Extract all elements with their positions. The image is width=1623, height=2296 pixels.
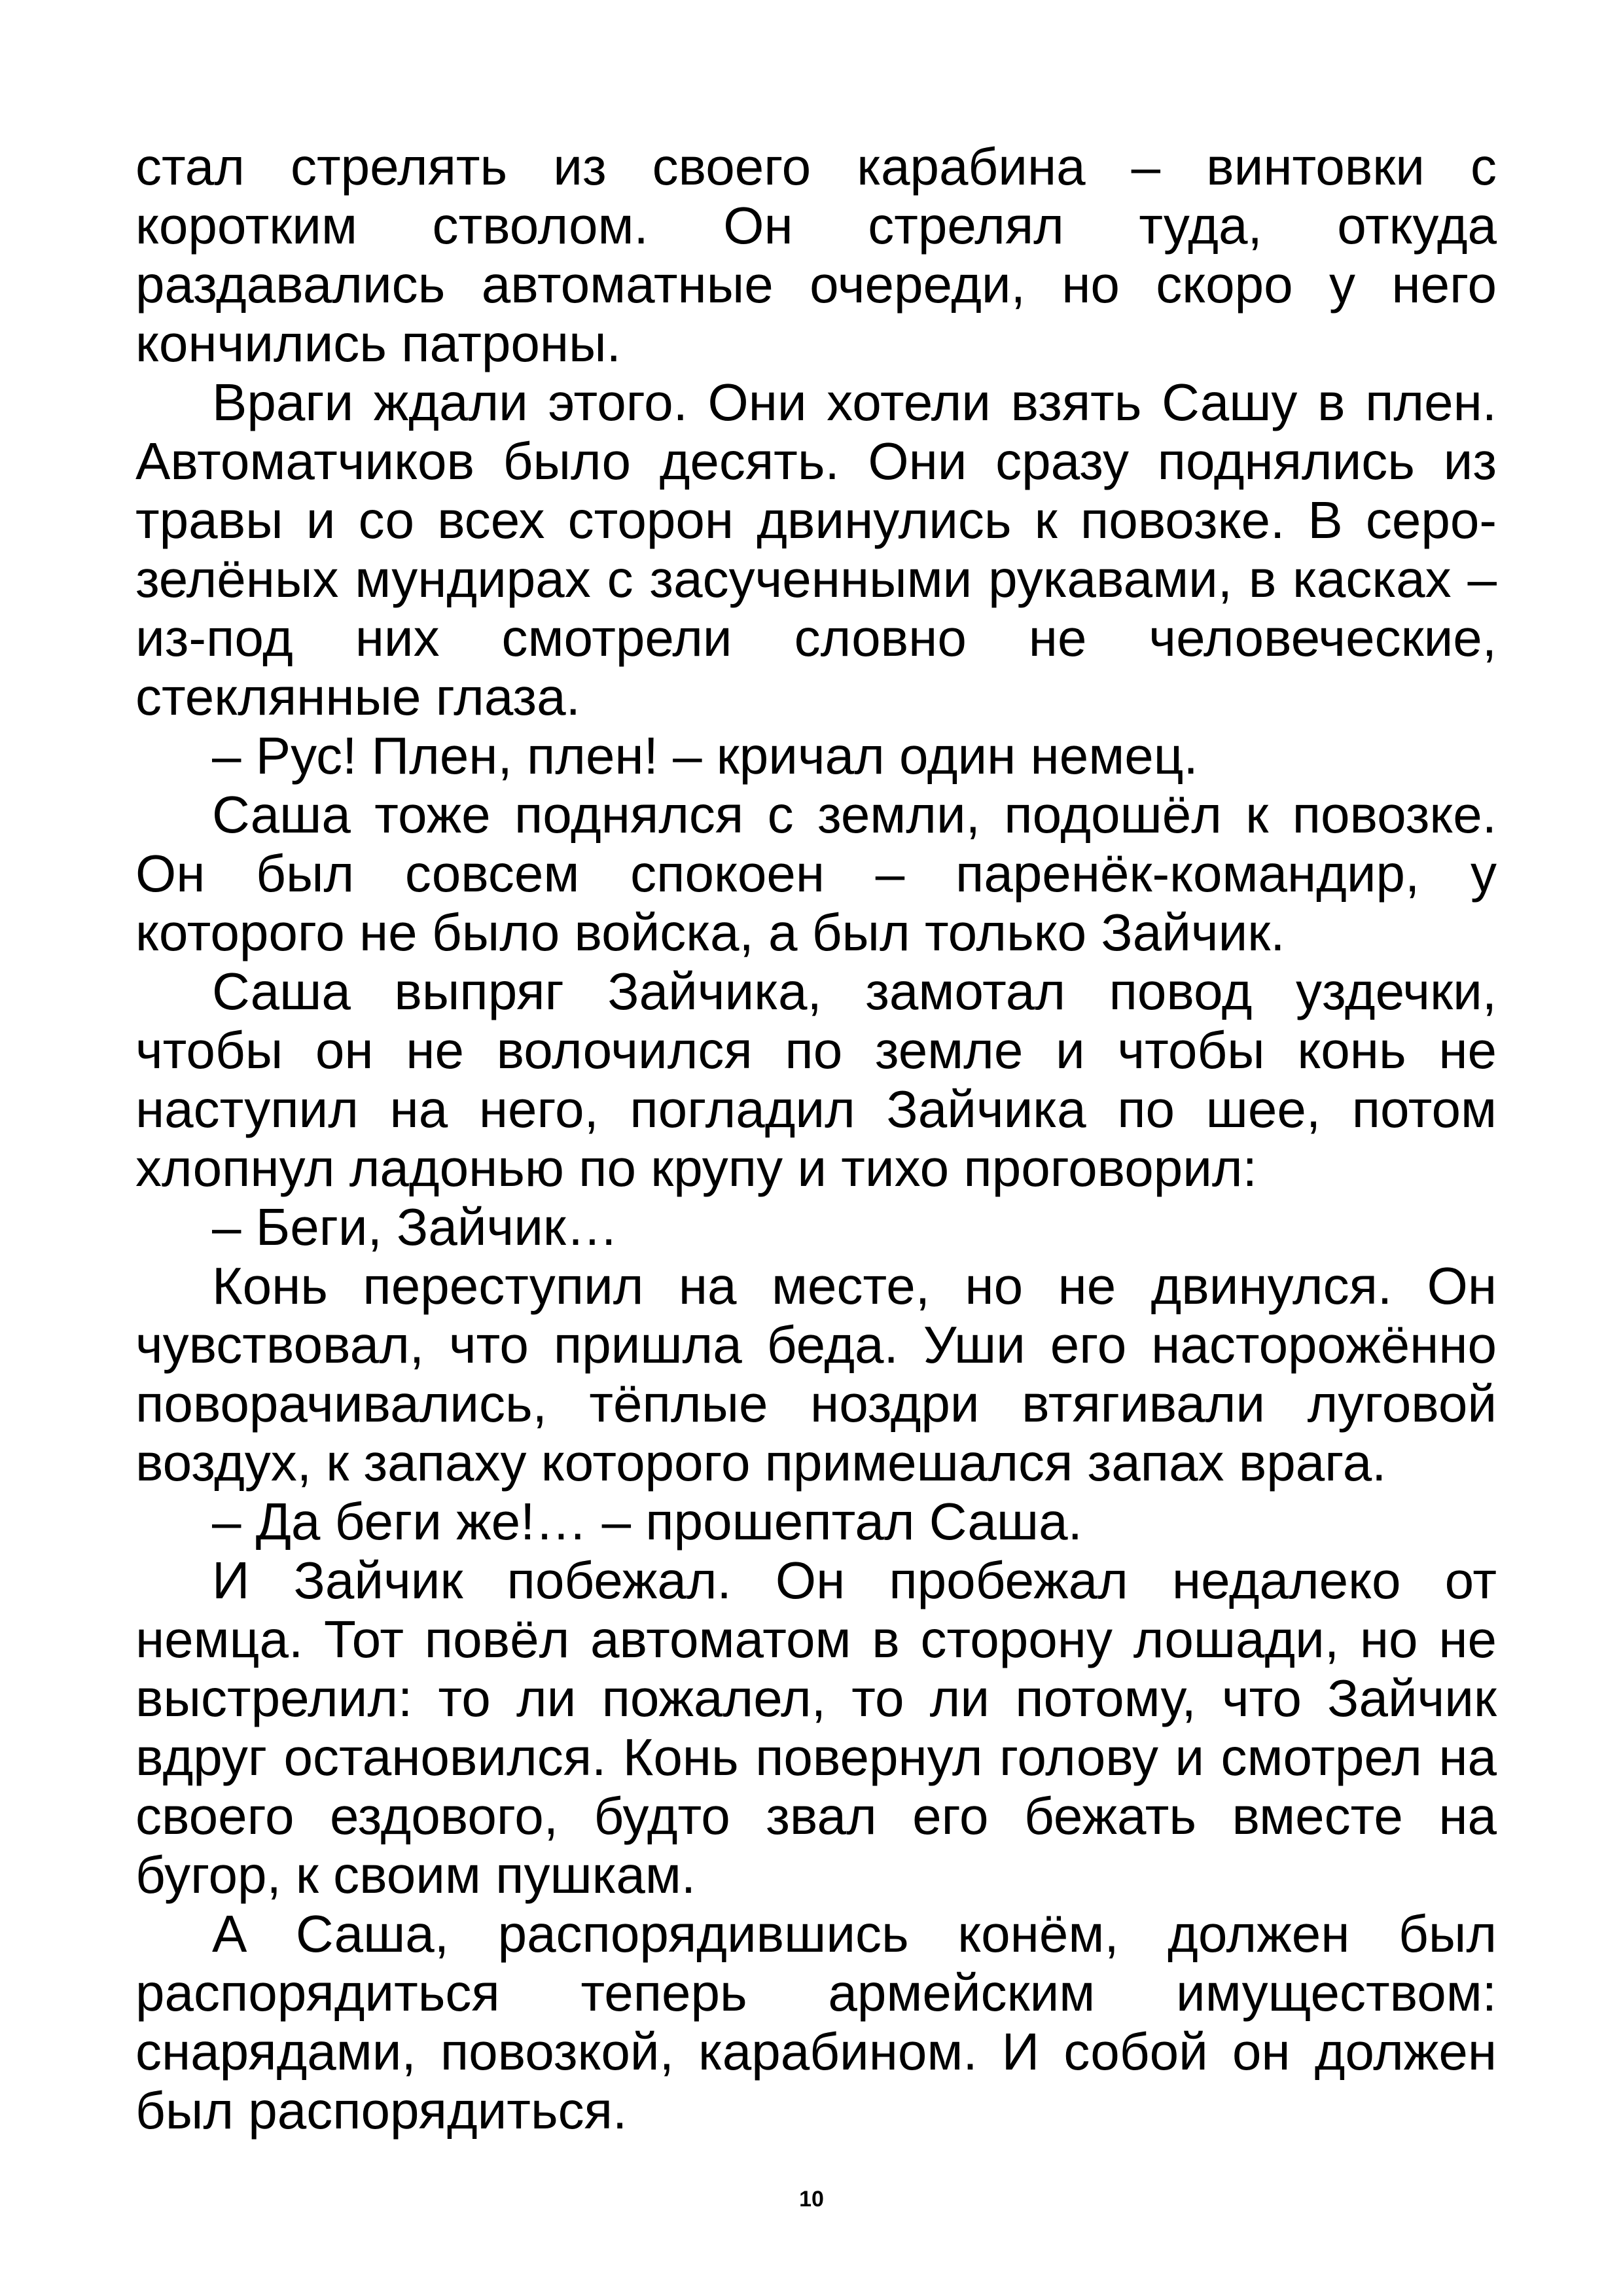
paragraph-4: Саша тоже поднялся с земли, подошёл к повозке. Он был совсем спокоен – паренёк-командир, у которого не было войска, а был только Зайчик. bbox=[135, 785, 1497, 961]
page-number: 10 bbox=[799, 2187, 824, 2212]
paragraph-6: – Беги, Зайчик… bbox=[212, 1198, 618, 1256]
paragraph-1: стал стрелять из своего карабина – винтовки с коротким стволом. Он стрелял туда, откуда раздавались автоматные очереди, но скоро у него кончились патроны. bbox=[135, 137, 1497, 372]
paragraph-7: Конь переступил на месте, но не двинулся. Он чувствовал, что пришла беда. Уши его насторожённо поворачивались, тёплые ноздри втягивали луговой воздух, к запаху которого примешался запах врага. bbox=[135, 1257, 1497, 1492]
paragraph-10: А Саша, распорядившись конём, должен был распорядиться теперь армейским имуществом: снарядами, повозкой, карабином. И собой он должен был распорядиться. bbox=[135, 1905, 1497, 2140]
paragraph-3: – Рус! Плен, плен! – кричал один немец. bbox=[212, 726, 1198, 785]
paragraph-8: – Да беги же!… – прошептал Саша. bbox=[212, 1492, 1082, 1551]
paragraph-2: Враги ждали этого. Они хотели взять Сашу в плен. Автоматчиков было десять. Они сразу поднялись из травы и со всех сторон двинулись к повозке. В серо-зелёных мундирах с засученными рукавами, в касках – из-под них смотрели словно не человеческие, стеклянные глаза. bbox=[135, 373, 1497, 726]
paragraph-9: И Зайчик побежал. Он пробежал недалеко от немца. Тот повёл автоматом в сторону лошади, но не выстрелил: то ли пожалел, то ли потому, что Зайчик вдруг остановился. Конь повернул голову и смотрел на своего ездового, будто звал его бежать вместе на бугор, к своим пушкам. bbox=[135, 1551, 1497, 1904]
text-body bbox=[135, 137, 1497, 2140]
paragraph-5: Саша выпряг Зайчика, замотал повод уздечки, чтобы он не волочился по земле и чтобы конь не наступил на него, погладил Зайчика по шее, потом хлопнул ладонью по крупу и тихо проговорил: bbox=[135, 962, 1497, 1197]
